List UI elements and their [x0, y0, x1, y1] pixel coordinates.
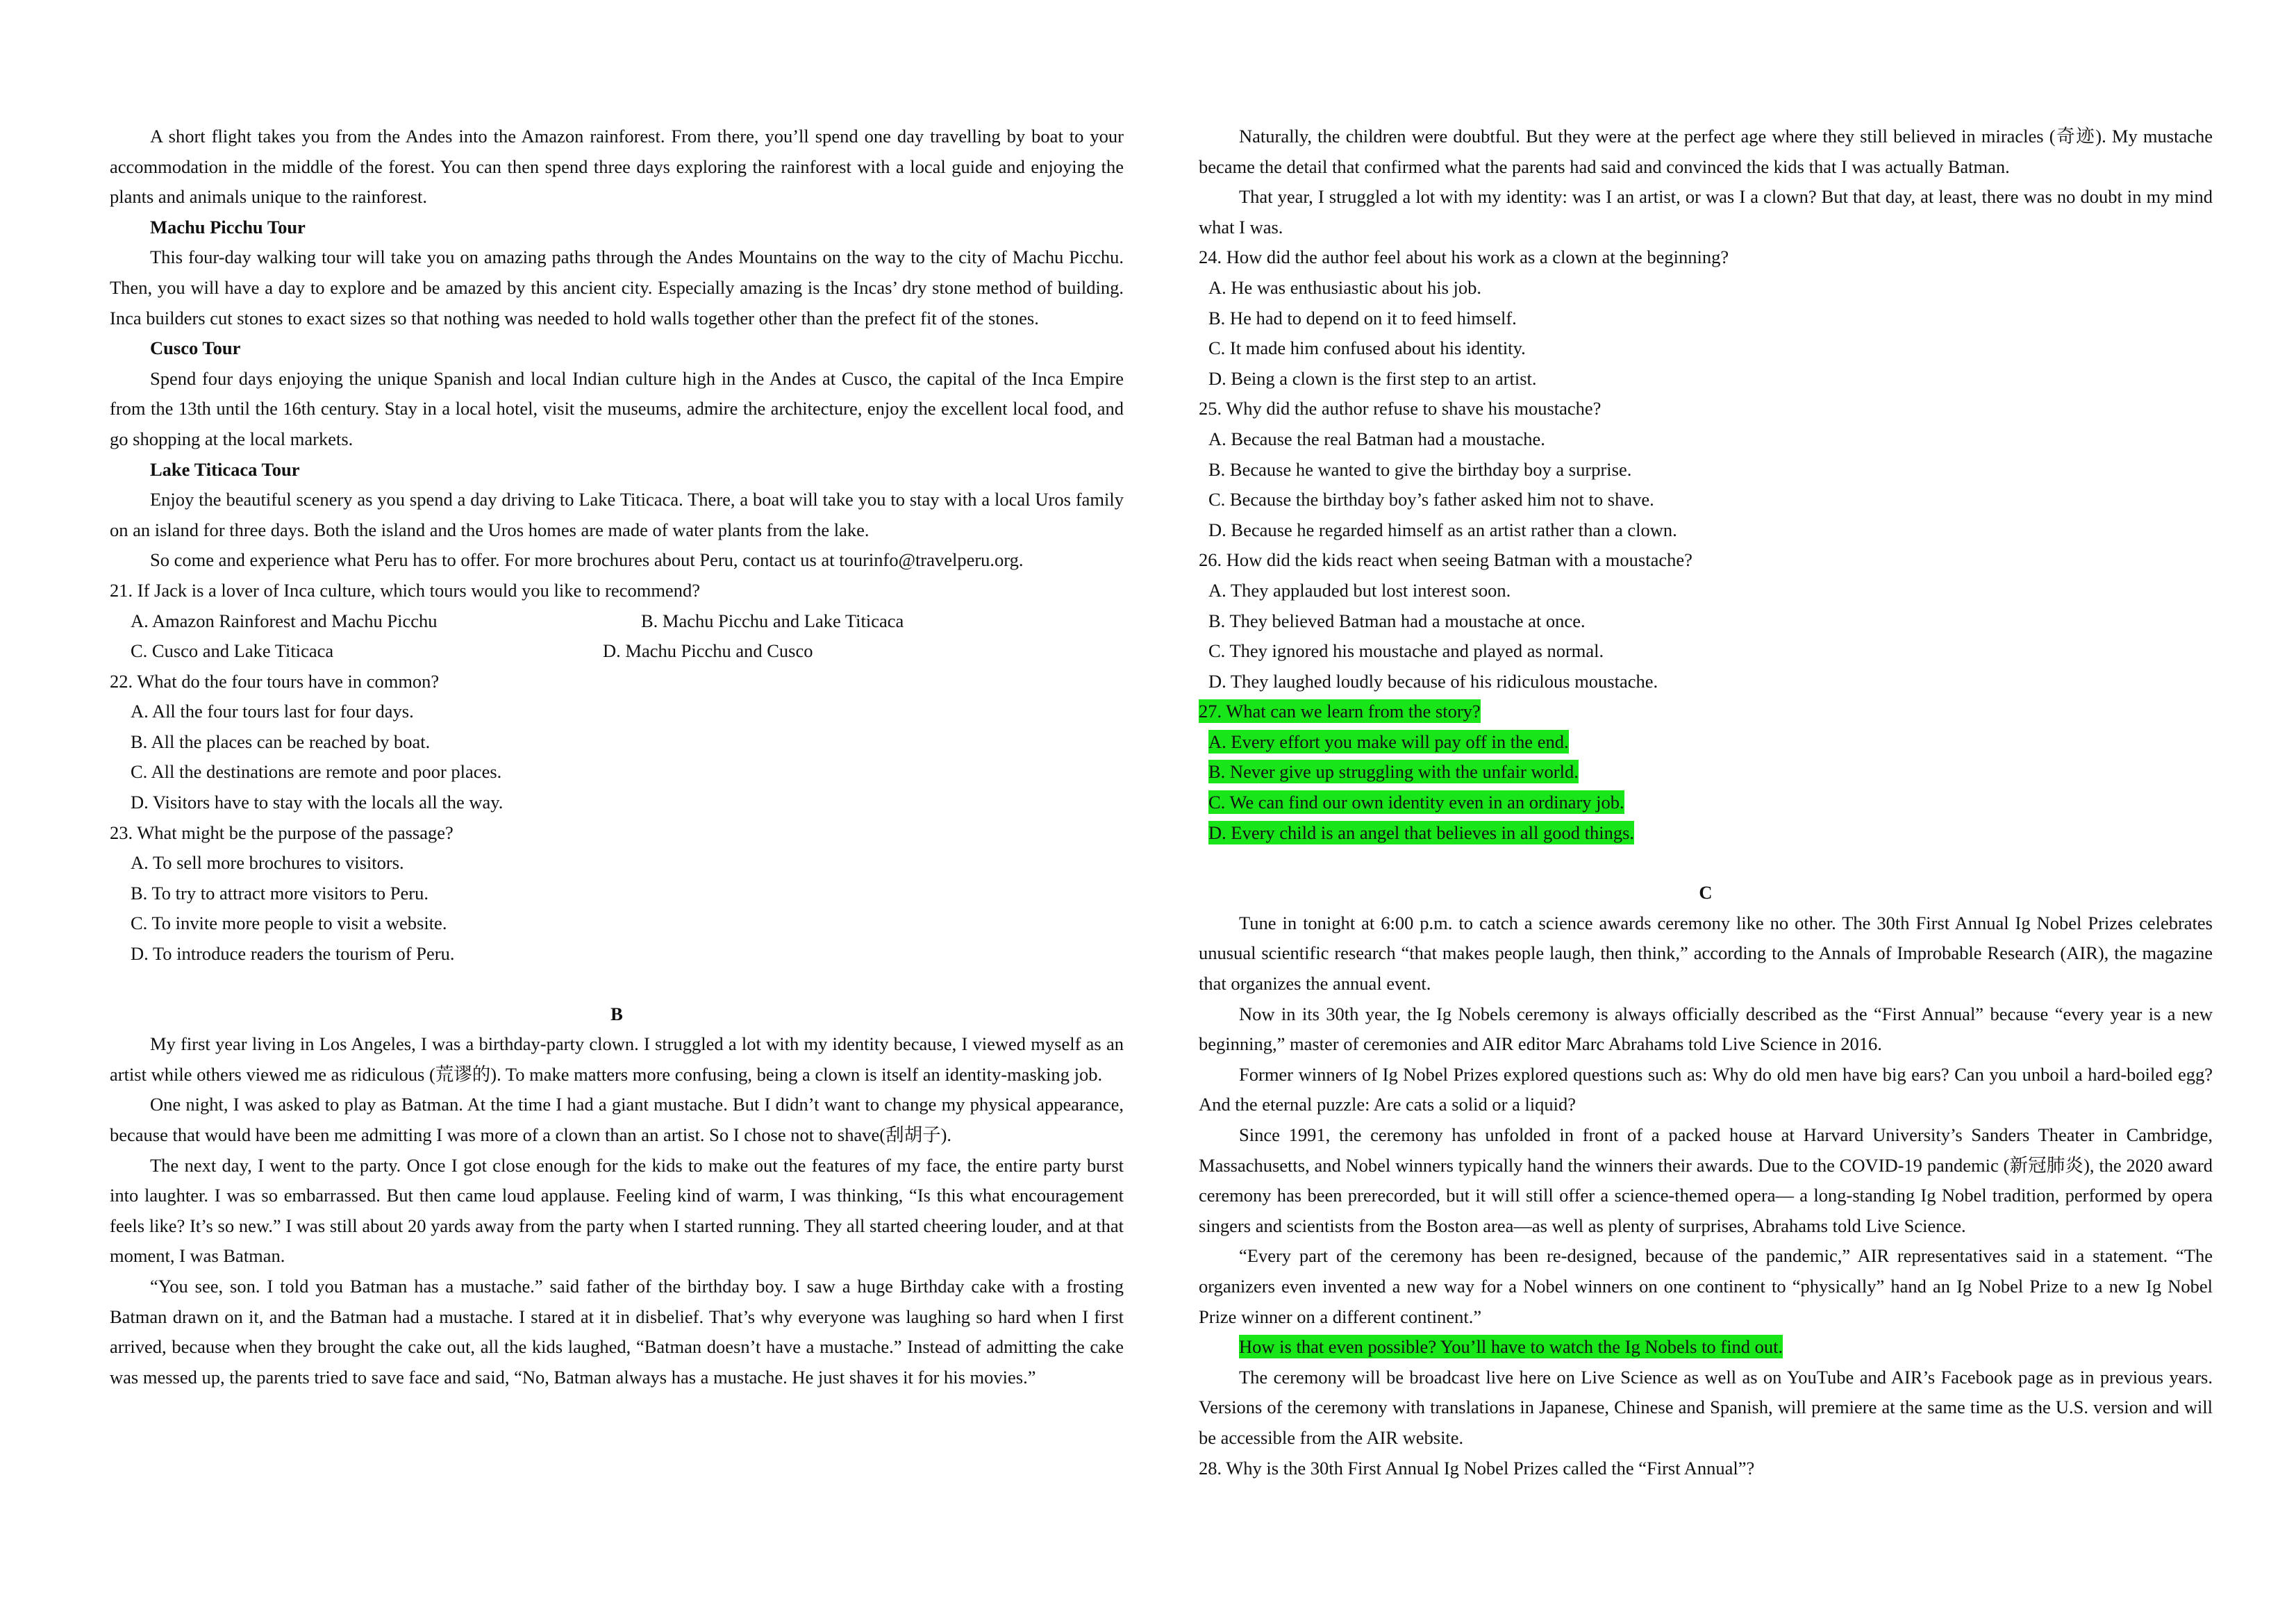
section-c-paragraph-5: “Every part of the ceremony has been re-designed, because of the pandemic,” AIR representatives said in a statement. “The organizers even invented a new way for a Nobel winners on one continent to “physically” hand an Ig Nobel Prize to a new Ig Nobel Prize winner on a different continent.” [1199, 1245, 2213, 1327]
question-26-option-d: D. They laughed loudly because of his ridiculous moustache. [1208, 670, 1658, 692]
question-22-option-b: B. All the places can be reached by boat. [131, 731, 431, 752]
section-b-heading: B [610, 1003, 623, 1024]
section-c-paragraph-4: Since 1991, the ceremony has unfolded in front of a packed house at Harvard University’s Sanders Theater in Cambridge, Massachusetts, and Nobel winners typically hand the winners their awards. Due to the COVID-19 pandemic (新冠肺炎), the 2020 award ceremony has been prerecorded, but it will still offer a science-themed opera— a long-standing Ig Nobel tradition, performed by opera singers and scientists from the Boston area—as well as plenty of surprises, Abrahams told Live Science. [1199, 1124, 2213, 1236]
question-27-highlighted: 27. What can we learn from the story? [1199, 701, 1481, 722]
section-b-paragraph-5: Naturally, the children were doubtful. But they were at the perfect age where they still believed in miracles (奇迹). My mustache became the detail that confirmed what the parents had said and convinced the kids that I was actually Batman. [1199, 126, 2213, 177]
lake-titicaca-paragraph: Enjoy the beautiful scenery as you spend a day driving to Lake Titicaca. There, a boat will take you to stay with a local Uros family on an island for three days. Both the island and the Uros homes are made of water plants from the lake. [110, 489, 1124, 540]
question-23-option-d: D. To introduce readers the tourism of Peru. [131, 943, 455, 965]
section-c-paragraph-2: Now in its 30th year, the Ig Nobels ceremony is always officially described as the “First Annual” because “every year is a new beginning,” master of ceremonies and AIR editor Marc Abrahams told Live Science in 2016. [1199, 1003, 2213, 1055]
machu-picchu-heading: Machu Picchu Tour [150, 216, 306, 238]
question-27-option-a-highlighted: A. Every effort you make will pay off in the end. [1208, 731, 1569, 752]
question-22-option-a: A. All the four tours last for four days. [131, 701, 414, 722]
question-27-option-d-highlighted: D. Every child is an angel that believes in all good things. [1208, 822, 1635, 843]
question-22: 22. What do the four tours have in common? [110, 670, 440, 692]
question-21-option-d: D. Machu Picchu and Cusco [603, 640, 813, 662]
question-23-option-c: C. To invite more people to visit a website. [131, 913, 447, 934]
question-25: 25. Why did the author refuse to shave his moustache? [1199, 398, 1602, 419]
contact-paragraph: So come and experience what Peru has to offer. For more brochures about Peru, contact us at tourinfo@travelperu.org. [150, 549, 1024, 571]
question-26: 26. How did the kids react when seeing Batman with a moustache? [1199, 549, 1692, 571]
section-c-paragraph-3: Former winners of Ig Nobel Prizes explored questions such as: Why do old men have big ears? Can you unboil a hard-boiled egg? And the eternal puzzle: Are cats a solid or a liquid? [1199, 1063, 2213, 1115]
question-26-option-a: A. They applauded but lost interest soon. [1208, 579, 1511, 601]
question-25-option-a: A. Because the real Batman had a moustache. [1208, 428, 1545, 449]
question-28: 28. Why is the 30th First Annual Ig Nobel Prizes called the “First Annual”? [1199, 1457, 1755, 1479]
section-c-heading: C [1699, 882, 1713, 904]
section-b-paragraph-4: “You see, son. I told you Batman has a mustache.” said father of the birthday boy. I saw a huge Birthday cake with a frosting Batman drawn on it, and the Batman had a mustache. I stared at it in disbelief. That’s why everyone was laughing so hard when I first arrived, because when they brought the cake out, all the kids laughed, “Batman doesn’t have a mustache.” Instead of admitting the cake was messed up, the parents tried to save face and said, “No, Batman always has a mustache. He just shaves it for his movies.” [110, 1275, 1124, 1388]
section-b-paragraph-6: That year, I struggled a lot with my identity: was I an artist, or was I a clown? But that day, at least, there was no doubt in my mind what I was. [1199, 186, 2213, 238]
question-26-option-c: C. They ignored his moustache and played as normal. [1208, 640, 1604, 662]
question-23-option-b: B. To try to attract more visitors to Peru. [131, 882, 429, 904]
question-21: 21. If Jack is a lover of Inca culture, which tours would you like to recommend? [110, 579, 700, 601]
cusco-paragraph: Spend four days enjoying the unique Spanish and local Indian culture high in the Andes at Cusco, the capital of the Inca Empire from the 13th until the 16th century. Stay in a local hotel, visit the museums, admire the architecture, enjoy the excellent local food, and go shopping at the local markets. [110, 367, 1124, 449]
cusco-heading: Cusco Tour [150, 338, 241, 359]
question-24-option-a: A. He was enthusiastic about his job. [1208, 276, 1482, 298]
question-27-option-b-highlighted: B. Never give up struggling with the unfair world. [1208, 761, 1579, 783]
question-21-options-ab [110, 606, 1124, 637]
section-b-paragraph-1: My first year living in Los Angeles, I was a birthday-party clown. I struggled a lot with my identity because, I viewed myself as an artist while others viewed me as ridiculous (荒谬的). To make matters more confusing, being a clown is itself an identity-masking job. [110, 1033, 1124, 1085]
right-column [1199, 122, 2213, 1483]
section-b-paragraph-3: The next day, I went to the party. Once I got close enough for the kids to make out the features of my face, the entire party burst into laughter. I was so embarrassed. But then came loud applause. Feeling kind of warm, I was thinking, “Is this what encouragement feels like? It’s so new.” I was still about 20 yards away from the party when I started running. They all started cheering louder, and at that moment, I was Batman. [110, 1154, 1124, 1267]
machu-picchu-paragraph: This four-day walking tour will take you on amazing paths through the Andes Mountains on the way to the city of Machu Picchu. Then, you will have a day to explore and be amazed by this ancient city. Especially amazing is the Incas’ dry stone method of building. Inca builders cut stones to exact sizes so that nothing was needed to hold walls together other than the prefect fit of the stones. [110, 247, 1124, 328]
left-column [110, 122, 1124, 1392]
amazon-paragraph: A short flight takes you from the Andes into the Amazon rainforest. From there, you’ll spend one day travelling by boat to your accommodation in the middle of the forest. You can then spend three days exploring the rainforest with a local guide and enjoying the plants and animals unique to the rainforest. [110, 126, 1124, 208]
question-24: 24. How did the author feel about his work as a clown at the beginning? [1199, 247, 1729, 268]
question-21-option-b: B. Machu Picchu and Lake Titicaca [641, 610, 904, 631]
section-c-paragraph-7: The ceremony will be broadcast live here on Live Science as well as on YouTube and AIR’s Facebook page as in previous years. Versions of the ceremony with translations in Japanese, Chinese and Spanish, will premiere at the same time as the U.S. version and will be accessible from the AIR website. [1199, 1366, 2213, 1448]
question-21-options-cd [110, 636, 1124, 667]
section-c-paragraph-6-highlighted: How is that even possible? You’ll have to watch the Ig Nobels to find out. [1239, 1336, 1783, 1358]
question-21-option-a: A. Amazon Rainforest and Machu Picchu [131, 610, 438, 631]
question-22-option-c: C. All the destinations are remote and poor places. [131, 761, 502, 783]
question-24-option-d: D. Being a clown is the first step to an artist. [1208, 367, 1537, 389]
question-23: 23. What might be the purpose of the passage? [110, 822, 454, 843]
question-24-option-b: B. He had to depend on it to feed himself. [1208, 307, 1517, 328]
question-27-option-c-highlighted: C. We can find our own identity even in an ordinary job. [1208, 792, 1624, 813]
question-26-option-b: B. They believed Batman had a moustache at once. [1208, 610, 1586, 631]
question-24-option-c: C. It made him confused about his identity. [1208, 338, 1526, 359]
section-c-paragraph-1: Tune in tonight at 6:00 p.m. to catch a science awards ceremony like no other. The 30th First Annual Ig Nobel Prizes celebrates unusual scientific research “that makes people laugh, then think,” according to the Annals of Improbable Research (AIR), the magazine that organizes the annual event. [1199, 912, 2213, 994]
question-21-option-c: C. Cusco and Lake Titicaca [131, 640, 334, 662]
question-22-option-d: D. Visitors have to stay with the locals all the way. [131, 792, 504, 813]
question-25-option-d: D. Because he regarded himself as an artist rather than a clown. [1208, 519, 1677, 540]
question-25-option-b: B. Because he wanted to give the birthday boy a surprise. [1208, 458, 1632, 480]
question-23-option-a: A. To sell more brochures to visitors. [131, 852, 404, 874]
lake-titicaca-heading: Lake Titicaca Tour [150, 458, 300, 480]
section-b-paragraph-2: One night, I was asked to play as Batman. At the time I had a giant mustache. But I didn’t want to change my physical appearance, because that would have been me admitting I was more of a clown than an artist. So I chose not to shave(刮胡子). [110, 1094, 1124, 1145]
question-25-option-c: C. Because the birthday boy’s father asked him not to shave. [1208, 489, 1654, 510]
